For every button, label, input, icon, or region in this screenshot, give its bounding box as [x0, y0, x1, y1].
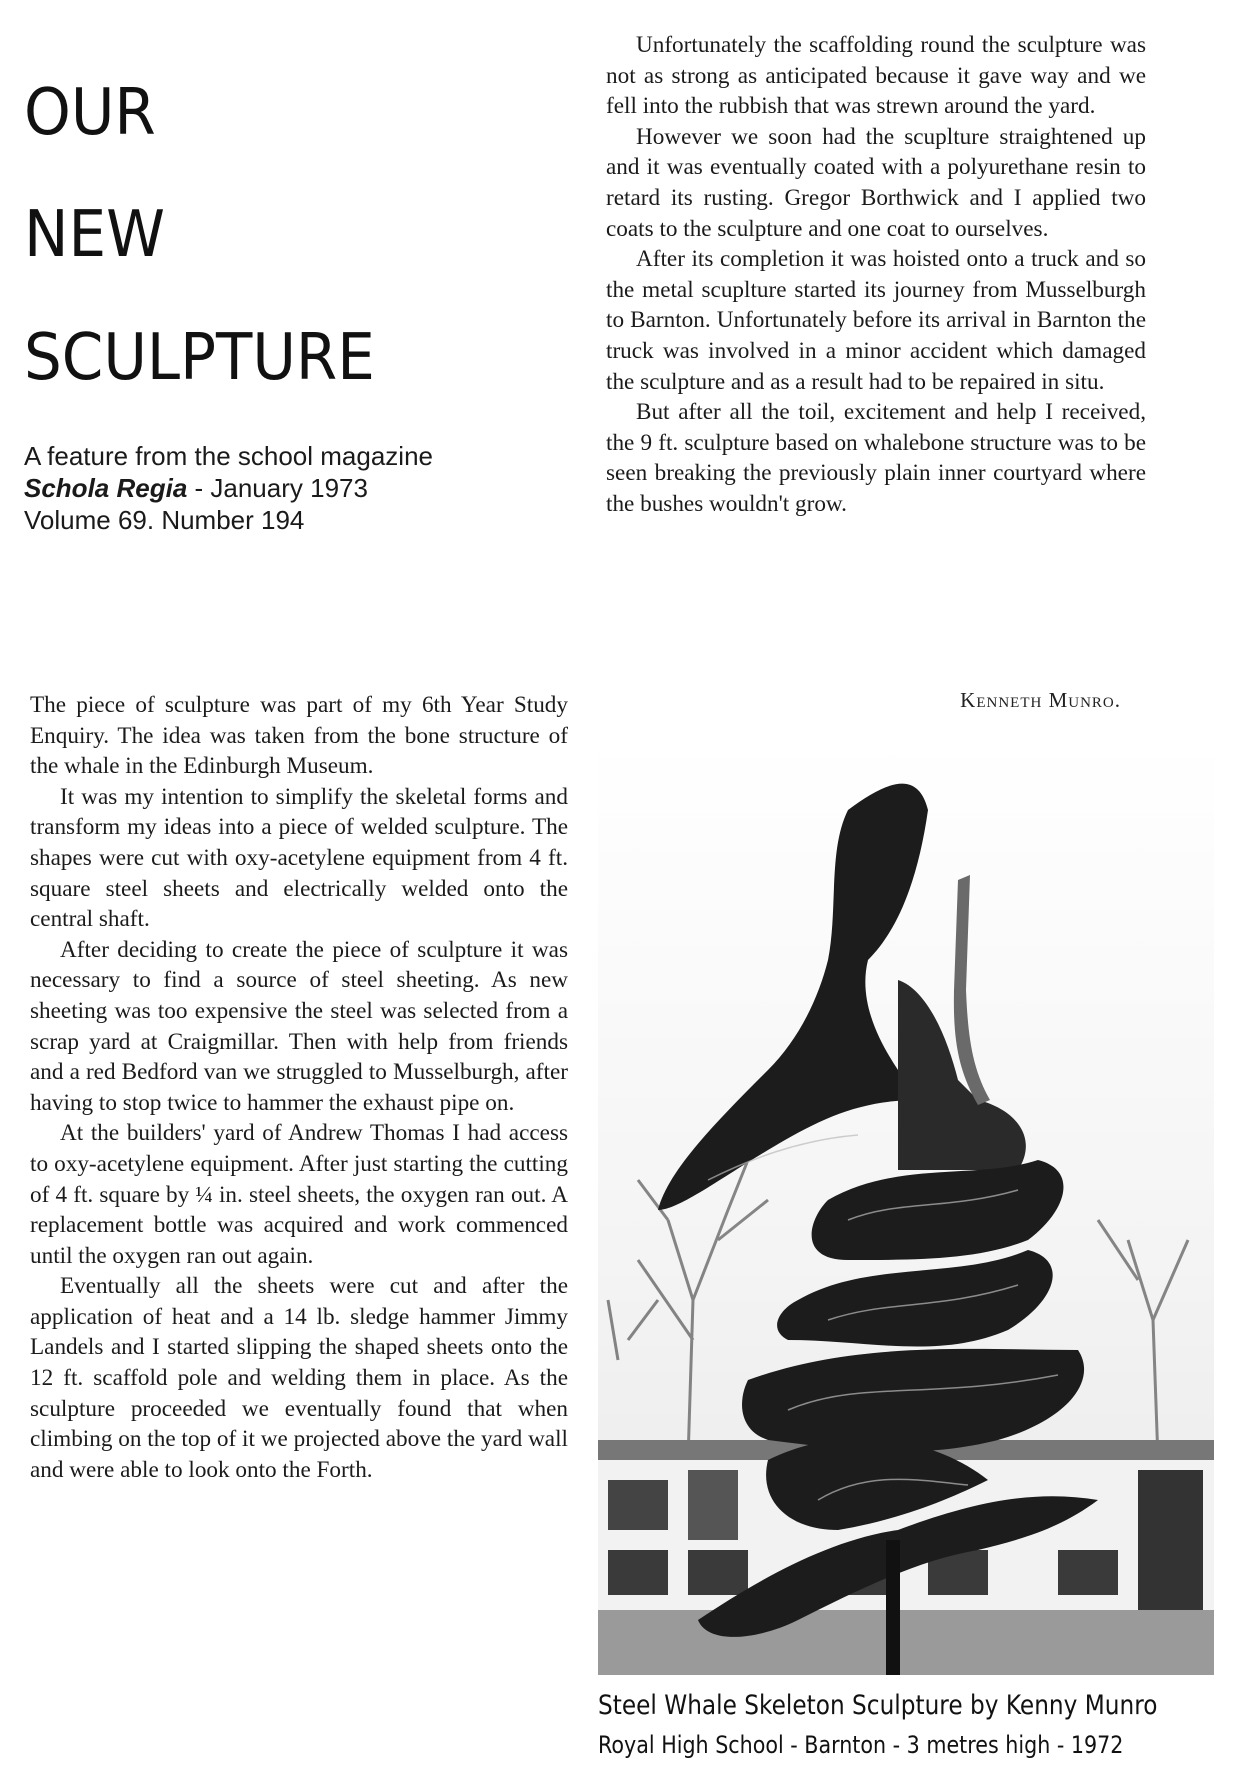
paragraph: The piece of sculpture was part of my 6th Year Study Enquiry. The idea was taken from the bone structure of the whale in the Edinburgh Museum.	[30, 692, 568, 780]
title-line-new: NEW	[24, 197, 165, 272]
paragraph: Eventually all the sheets were cut and after the application of heat and a 14 lb. sledge hammer Jimmy Landels and I started slipping the shaped sheets onto the 12 ft. scaffold pole and welding them in place. As the sculpture proceeded we eventually found that when climbing on the top of it we projected above the yard wall and were able to look onto the Forth.	[30, 1273, 568, 1483]
paragraph: Unfortunately the scaffolding round the sculpture was not as strong as anticipated because it gave way and we fell into the rubbish that was strewn around the yard.	[606, 32, 1146, 120]
title-line-sculpture: SCULPTURE	[24, 320, 375, 395]
author-byline: Kenneth Munro.	[960, 688, 1121, 712]
left-column	[30, 690, 568, 1485]
paragraph: After deciding to create the piece of sculpture it was necessary to find a source of steel sheeting. As new sheeting was too expensive the steel was selected from a scrap yard at Craigmillar. Then with help from friends and a red Bedford van we struggled to Musselburgh, after having to stop twice to hammer the exhaust pipe on.	[30, 936, 568, 1116]
photo-caption-title: Steel Whale Skeleton Sculpture by Kenny Munro	[598, 1690, 1158, 1721]
paragraph: It was my intention to simplify the skeletal forms and transform my ideas into a piece of welded sculpture. The shapes were cut with oxy-acetylene equipment from 4 ft. square steel sheets and electrically welded onto the central shaft.	[30, 783, 568, 933]
issue-date: - January 1973	[187, 473, 368, 503]
photo-caption-details: Royal High School - Barnton - 3 metres high - 1972	[598, 1731, 1124, 1759]
paragraph: But after all the toil, excitement and help I received, the 9 ft. sculpture based on whalebone structure was to be seen breaking the previously plain inner courtyard where the bushes wouldn't grow.	[606, 399, 1146, 517]
right-column	[606, 30, 1146, 520]
magazine-name: Schola Regia	[24, 473, 188, 503]
sculpture-photo	[598, 740, 1214, 1675]
intro-block	[24, 440, 433, 536]
volume-number: Volume 69. Number 194	[24, 505, 305, 535]
paragraph: However we soon had the scuplture straightened up and it was eventually coated with a polyurethane resin to retard its rusting. Gregor Borthwick and I applied two coats to the sculpture and one coat to ourselves.	[606, 123, 1146, 242]
intro-line: A feature from the school magazine	[24, 441, 434, 471]
intro-magazine-line	[24, 472, 433, 504]
paragraph: At the builders' yard of Andrew Thomas I had access to oxy-acetylene equipment. After just starting the cutting of 4 ft. square by ¼ in. steel sheets, the oxygen ran out. A replacement bottle was acquired and work commenced until the oxygen ran out again.	[30, 1120, 568, 1269]
title-line-our: OUR	[24, 75, 156, 150]
paragraph: After its completion it was hoisted onto a truck and so the metal scuplture started its journey from Musselburgh to Barnton. Unfortunately before its arrival in Barnton the truck was involved in a minor accident which damaged the sculpture and as a result had to be repaired in situ.	[606, 246, 1146, 395]
